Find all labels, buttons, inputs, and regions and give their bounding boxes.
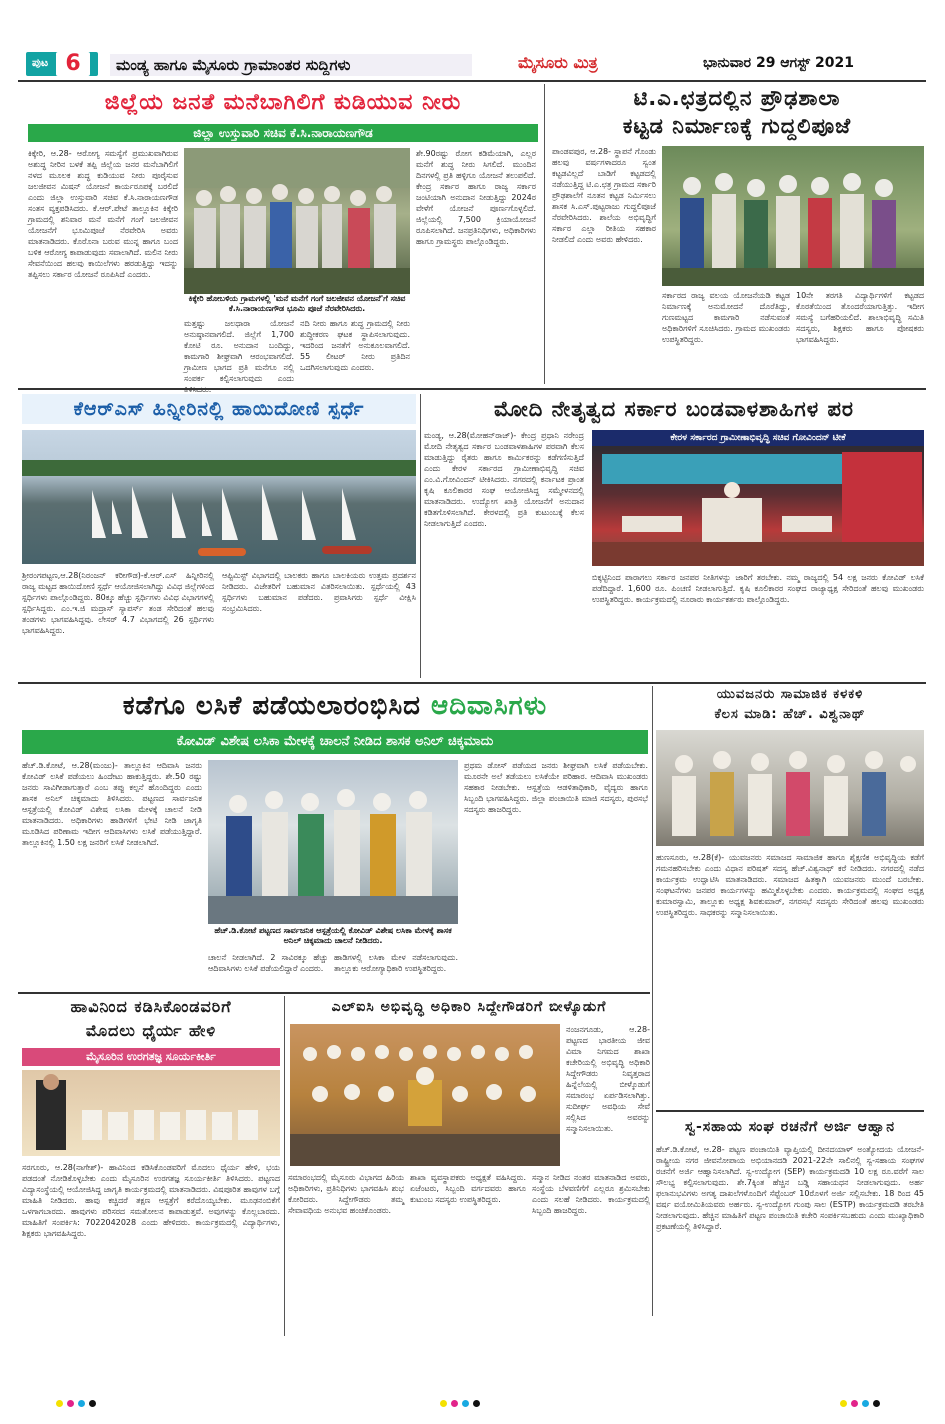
article-drinking-water xyxy=(22,84,540,384)
article-sailing-race xyxy=(22,394,416,678)
column-divider xyxy=(544,84,545,384)
headline: ಎಲ್‌ಐಸಿ ಅಭಿವೃದ್ಧಿ ಅಧಿಕಾರಿ ಸಿದ್ದೇಗೌಡರಿಗೆ ಬೀಳ್ಕೊಡುಗೆ xyxy=(331,999,607,1015)
headline: ಕೆಆರ್‌ಎಸ್ ಹಿನ್ನೀರಿನಲ್ಲಿ ಹಾಯಿದೋಣಿ ಸ್ಪರ್ಧೆ xyxy=(22,394,416,424)
headline-line1: ಹಾವಿನಿಂದ ಕಡಿಸಿಕೊಂಡವರಿಗೆ xyxy=(70,997,232,1016)
article-snake-bite xyxy=(22,996,280,1336)
newspaper-page xyxy=(18,44,926,1404)
header-rule xyxy=(18,80,926,82)
sailboats-illustration xyxy=(22,430,416,564)
photo-caption-banner: ಕೇರಳ ಸರ್ಕಾರದ ಗ್ರಾಮೀಣಾಭಿವೃದ್ಧಿ ಸಚಿವ ಗೋವಿಂದನ್ ಟೀಕೆ xyxy=(592,430,924,446)
article-youth-social-work xyxy=(656,686,924,1106)
article-self-help-groups xyxy=(656,1114,924,1336)
article-body-col3: ನದಿ ನೀರು ಹಾಗೂ ಶುದ್ಧ ಗ್ರಾಮದಲ್ಲಿ ನೀರು ಶುದ್ಧೀಕರಣ ಘಟಕ ಸ್ಥಾಪಿಸಲಾಗುವುದು. ಇದರಿಂದ ಜನತೆಗೆ ಅನುಕೂಲವಾಗಲಿದೆ. 55 ಲೀಟರ್ ನೀರು ಪ್ರತಿದಿನ ಒದಗಿಸಲಾಗುವುದು ಎಂದರು. xyxy=(300,319,410,372)
article-body-col2: ಸರ್ಕಾರದ ರಾಜ್ಯ ವಲಯ ಯೋಜನೆಯಡಿ ಕಟ್ಟಡ ನಿರ್ಮಾಣಕ್ಕೆ ಅನುಮೋದನೆ ದೊರೆತಿದ್ದು, ಗುಣಮಟ್ಟದ ಕಾಮಗಾರಿ ನಡೆಸುವಂತೆ ಅಧಿಕಾರಿಗಳಿಗೆ ಸೂಚಿಸಿದರು. ಗ್ರಾಮದ ಮುಖಂಡರು ಉಪಸ್ಥಿತರಿದ್ದರು. xyxy=(662,291,790,344)
article-body-col1: ಪಾಂಡವಪುರ, ಆ.28- ಸ್ಥಾಪನೆ ಗೊಂಡು ಹಲವು ವರ್ಷಗಳಾದರೂ ಸ್ವಂತ ಕಟ್ಟಡವಿಲ್ಲದೆ ಬಾಡಿಗೆ ಕಟ್ಟಡದಲ್ಲಿ ನಡೆಯುತ್ತಿದ್ದ ಟಿ.ಎ.ಛತ್ರ ಗ್ರಾಮದ ಸರ್ಕಾರಿ ಪ್ರೌಢಶಾಲೆಗೆ ನೂತನ ಕಟ್ಟಡ ನಿರ್ಮಿಸಲು ಶಾಸಕ ಸಿ.ಎಸ್.ಪುಟ್ಟರಾಜು ಗುದ್ದಲಿಪೂಜೆ ನೆರವೇರಿಸಿದರು. ಶಾಲೆಯ ಅಭಿವೃದ್ಧಿಗೆ ಸರ್ಕಾರ ಎಲ್ಲಾ ರೀತಿಯ ಸಹಕಾರ ನೀಡಲಿದೆ ಎಂದು ಅವರು ಹೇಳಿದರು. xyxy=(552,147,656,244)
headline: ಮೋದಿ ನೇತೃತ್ವದ ಸರ್ಕಾರ ಬಂಡವಾಳಶಾಹಿಗಳ ಪರ xyxy=(493,397,855,421)
article-body-col2: ಸಮಾರಂಭದಲ್ಲಿ ಮೈಸೂರು ವಿಭಾಗದ ಹಿರಿಯ ಅಧಿಕಾರಿಗಳು, ಪ್ರತಿನಿಧಿಗಳು ಭಾಗವಹಿಸಿ ಶುಭ ಕೋರಿದರು. ಸಿದ್ದೇಗೌಡರು ತಮ್ಮ ಸೇವಾವಧಿಯ ಅನುಭವ ಹಂಚಿಕೊಂಡರು. xyxy=(288,1173,404,1215)
seminar-photo-illustration xyxy=(22,1070,280,1156)
section-divider xyxy=(18,682,926,684)
article-modi-government xyxy=(424,394,924,678)
color-marks-left xyxy=(56,1400,96,1407)
headline-line1: ಟಿ.ಎ.ಛತ್ರದಲ್ಲಿನ ಪ್ರೌಢಶಾಲಾ xyxy=(633,86,841,110)
column-divider xyxy=(652,686,653,1316)
article-body-col3: ಹಾಡಿಗಳಲ್ಲಿ ಲಸಿಕಾ ಮೇಳ ನಡೆಸಲಾಗುವುದು. ತಾಲ್ಲೂಕು ಆರೋಗ್ಯಾಧಿಕಾರಿ ಉಪಸ್ಥಿತರಿದ್ದರು. xyxy=(334,953,458,973)
conference-stage-illustration xyxy=(592,446,924,566)
article-body-col4: ಸನ್ಮಾನ ನೀಡಿದ ನಂತರ ಮಾತನಾಡಿದ ಅವರು, ಸಂಸ್ಥೆಯ ಬೆಳವಣಿಗೆಗೆ ಎಲ್ಲರೂ ಶ್ರಮಿಸಬೇಕು ಎಂದು ಸಲಹೆ ನೀಡಿದರು. ಕಾರ್ಯಕ್ರಮದಲ್ಲಿ ಸಿಬ್ಬಂದಿ ಹಾಜರಿದ್ದರು. xyxy=(532,1173,650,1215)
print-registration-marks xyxy=(0,1400,945,1410)
color-marks-center xyxy=(440,1400,480,1407)
photo-caption: ಕಿಕ್ಕೇರಿ ಹೋಬಳಿಯ ಗ್ರಾಮಗಳಲ್ಲಿ 'ಮನೆ ಮನೆಗೆ ಗಂಗೆ ಜಲಜೀವನ ಯೋಜನೆ'ಗೆ ಸಚಿವ ಕೆ.ಸಿ.ನಾರಾಯಣಗೌಡ ಭೂಮಿ ಪೂಜೆ ನೆರವೇರಿಸಿದರು. xyxy=(184,294,410,314)
article-school-building xyxy=(548,84,924,384)
article-body-col4: ಪ್ರಥಮ ಡೋಸ್ ಪಡೆಯದ ಜನರು ಶೀಘ್ರವಾಗಿ ಲಸಿಕೆ ಪಡೆಯಬೇಕು. ಮೂರನೇ ಅಲೆ ತಡೆಯಲು ಲಸಿಕೆಯೇ ಪರಿಹಾರ. ಆದಿವಾಸಿ ಮುಖಂಡರು ಸಹಕಾರ ನೀಡಬೇಕು. ಆಸ್ಪತ್ರೆಯ ಆಡಳಿತಾಧಿಕಾರಿ, ವೈದ್ಯರು ಹಾಗೂ ಸಿಬ್ಬಂದಿ ಭಾಗವಹಿಸಿದ್ದರು. ಜಿಲ್ಲಾ ಪಂಚಾಯಿತಿ ಮಾಜಿ ಸದಸ್ಯರು, ಪುರಸಭೆ ಸದಸ್ಯರು ಹಾಜರಿದ್ದರು. xyxy=(464,761,648,814)
article-body: ಸರಗೂರು, ಆ.28(ನಾಗೇಶ್)- ಹಾವಿನಿಂದ ಕಡಿಸಿಕೊಂಡವರಿಗೆ ಮೊದಲು ಧೈರ್ಯ ಹೇಳಿ, ಭಯ ಪಡದಂತೆ ನೋಡಿಕೊಳ್ಳಬೇಕು ಎಂದು ಮೈಸೂರಿನ ಉರಗತಜ್ಞ ಸೂರ್ಯಕೀರ್ತಿ ತಿಳಿಸಿದರು. ಪಟ್ಟಣದ ವಿದ್ಯಾಸಂಸ್ಥೆಯಲ್ಲಿ ಆಯೋಜಿಸಿದ್ದ ಜಾಗೃತಿ ಕಾರ್ಯಕ್ರಮದಲ್ಲಿ ಮಾತನಾಡಿದರು. ವಿಷಪೂರಿತ ಹಾವುಗಳ ಬಗ್ಗೆ ಮಾಹಿತಿ ನೀಡಿದರು. ಹಾವು ಕಚ್ಚಿದರೆ ತಕ್ಷಣ ಆಸ್ಪತ್ರೆಗೆ ಕರೆದೊಯ್ಯಬೇಕು. ಮೂಢನಂಬಿಕೆಗೆ ಒಳಗಾಗಬಾರದು. ಹಾವುಗಳು ಪರಿಸರದ ಸಮತೋಲನ ಕಾಪಾಡುತ್ತವೆ. ಅವುಗಳನ್ನು ಕೊಲ್ಲಬಾರದು. ಮಾಹಿತಿಗೆ ಸಂಪರ್ಕಿಸಿ: 7022042028 ಎಂದು ಹೇಳಿದರು. ಕಾರ್ಯಕ್ರಮದಲ್ಲಿ ವಿದ್ಯಾರ್ಥಿಗಳು, ಶಿಕ್ಷಕರು ಭಾಗವಹಿಸಿದ್ದರು. xyxy=(22,1163,280,1238)
section-divider xyxy=(656,1110,924,1112)
group-photo-illustration xyxy=(184,148,410,294)
headline xyxy=(22,686,648,726)
ceremony-photo-illustration xyxy=(662,146,924,286)
subheadline: ಜಿಲ್ಲಾ ಉಸ್ತುವಾರಿ ಸಚಿವ ಕೆ.ಸಿ.ನಾರಾಯಣಗೌಡ xyxy=(28,124,538,142)
page-number-badge xyxy=(26,52,98,76)
article-lic-farewell xyxy=(288,996,650,1336)
news-photo xyxy=(656,730,924,846)
news-photo xyxy=(290,1024,560,1166)
news-photo xyxy=(22,1070,280,1156)
photo-caption: ಹೆಚ್.ಡಿ.ಕೋಟೆ ಪಟ್ಟಣದ ಸಾರ್ವಜನಿಕ ಆಸ್ಪತ್ರೆಯಲ್ಲಿ ಕೋವಿಡ್ ವಿಶೇಷ ಲಸಿಕಾ ಮೇಳಕ್ಕೆ ಶಾಸಕ ಅನಿಲ್ ಚಿಕ್ಕಮಾದು ಚಾಲನೆ ನೀಡಿದರು. xyxy=(208,926,458,948)
vaccination-photo-illustration xyxy=(208,760,458,924)
article-body-col2: ಚಾಲನೆ ನೀಡಲಾಗಿದೆ. 2 ಸಾವಿರಕ್ಕೂ ಹೆಚ್ಚು ಆದಿವಾಸಿಗಳು ಲಸಿಕೆ ಪಡೆಯಲಿದ್ದಾರೆ ಎಂದರು. xyxy=(208,953,328,973)
article-body: ಹೆಚ್.ಡಿ.ಕೋಟೆ, ಆ.28- ಪಟ್ಟಣ ಪಂಚಾಯಿತಿ ವ್ಯಾಪ್ತಿಯಲ್ಲಿ ದೀನದಯಾಳ್ ಅಂತ್ಯೋದಯ ಯೋಜನೆ-ರಾಷ್ಟ್ರೀಯ ನಗರ ಜೀವನೋಪಾಯ ಅಭಿಯಾನದಡಿ 2021-22ನೇ ಸಾಲಿನಲ್ಲಿ ಸ್ವ-ಸಹಾಯ ಸಂಘಗಳ ರಚನೆಗೆ ಅರ್ಜಿ ಆಹ್ವಾನಿಸಲಾಗಿದೆ. ಸ್ವ-ಉದ್ಯೋಗ (SEP) ಕಾರ್ಯಕ್ರಮದಡಿ 10 ಲಕ್ಷ ರೂ.ವರೆಗೆ ಸಾಲ ಸೌಲಭ್ಯ ಕಲ್ಪಿಸಲಾಗುವುದು. ಶೇ.7ಕ್ಕಿಂತ ಹೆಚ್ಚಿನ ಬಡ್ಡಿ ಸಹಾಯಧನ ನೀಡಲಾಗುವುದು. ಅರ್ಹ ಫಲಾನುಭವಿಗಳು ಅಗತ್ಯ ದಾಖಲೆಗಳೊಂದಿಗೆ ಸೆಪ್ಟೆಂಬರ್ 10ರೊಳಗೆ ಅರ್ಜಿ ಸಲ್ಲಿಸಬೇಕು. 18 ರಿಂದ 45 ವರ್ಷ ವಯೋಮಿತಿಯವರು ಅರ್ಹರು. ಸ್ವ-ಉದ್ಯೋಗ ಗುಂಪು ಸಾಲ (ESTP) ಕಾರ್ಯಕ್ರಮದಡಿ ತರಬೇತಿ ನೀಡಲಾಗುವುದು. ಹೆಚ್ಚಿನ ಮಾಹಿತಿಗೆ ಪಟ್ಟಣ ಪಂಚಾಯಿತಿ ಕಚೇರಿ ಸಂಪರ್ಕಿಸಬಹುದು ಎಂದು ಮುಖ್ಯಾಧಿಕಾರಿ ಪ್ರಕಟಣೆಯಲ್ಲಿ ತಿಳಿಸಿದ್ದಾರೆ. xyxy=(656,1145,924,1231)
color-marks-right xyxy=(840,1400,880,1407)
subheadline: ಕೋವಿಡ್ ವಿಶೇಷ ಲಸಿಕಾ ಮೇಳಕ್ಕೆ ಚಾಲನೆ ನೀಡಿದ ಶಾಸಕ ಅನಿಲ್ ಚಿಕ್ಕಮಾದು xyxy=(22,730,648,754)
article-body-col1: ಮಂಡ್ಯ, ಆ.28(ಮೋಹನ್‌ರಾಜ್)- ಕೇಂದ್ರ ಪ್ರಧಾನಿ ನರೇಂದ್ರ ಮೋದಿ ನೇತೃತ್ವದ ಸರ್ಕಾರ ಬಂಡವಾಳಶಾಹಿಗಳ ಪರವಾಗಿ ಕೆಲಸ ಮಾಡುತ್ತಿದ್ದು ರೈತರು ಹಾಗೂ ಕಾರ್ಮಿಕರನ್ನು ಕಡೆಗಣಿಸುತ್ತಿದೆ ಎಂದು ಕೇರಳ ಸರ್ಕಾರದ ಗ್ರಾಮೀಣಾಭಿವೃದ್ಧಿ ಸಚಿವ ಎಂ.ವಿ.ಗೋವಿಂದನ್ ಟೀಕಿಸಿದರು. ನಗರದಲ್ಲಿ ಕರ್ನಾಟಕ ಪ್ರಾಂತ ಕೃಷಿ ಕೂಲಿಕಾರರ ಸಂಘ ಆಯೋಜಿಸಿದ್ದ ಸಮ್ಮೇಳನದಲ್ಲಿ ಮಾತನಾಡಿದರು. ಉದ್ಯೋಗ ಖಾತ್ರಿ ಯೋಜನೆಗೆ ಅನುದಾನ ಕಡಿತಗೊಳಿಸಲಾಗಿದೆ. ಕೇರಳದಲ್ಲಿ ಪ್ರತಿ ಕುಟುಂಬಕ್ಕೆ ಕೆಲಸ ನೀಡಲಾಗುತ್ತಿದೆ ಎಂದರು. xyxy=(424,431,584,528)
headline-line2: ಕಟ್ಟಡ ನಿರ್ಮಾಣಕ್ಕೆ ಗುದ್ದಲಿಪೂಜೆ xyxy=(622,114,852,138)
article-body-col2: ಆಪ್ಟಿಮಿಸ್ಟ್ ವಿಭಾಗದಲ್ಲಿ ಬಾಲಕರು ಹಾಗೂ ಬಾಲಕಿಯರು ಉತ್ತಮ ಪ್ರದರ್ಶನ ನೀಡಿದರು. ವಿಜೇತರಿಗೆ ಬಹುಮಾನ ವಿತರಿಸಲಾಯಿತು. ಸ್ಪರ್ಧೆಯಲ್ಲಿ 43 ಸ್ಪರ್ಧಿಗಳು ಬಹುಮಾನ ಪಡೆದರು. ಪ್ರವಾಸಿಗರು ಸ್ಪರ್ಧೆ ವೀಕ್ಷಿಸಿ ಸಂಭ್ರಮಿಸಿದರು. xyxy=(222,571,416,613)
section-divider xyxy=(18,388,926,390)
headline-line2: ಕೆಲಸ ಮಾಡಿ: ಹೆಚ್. ವಿಶ್ವನಾಥ್ xyxy=(714,707,866,722)
article-body-col3: 10ನೇ ತರಗತಿ ವಿದ್ಯಾರ್ಥಿಗಳಿಗೆ ಕಟ್ಟಡದ ಕೊರತೆಯಿಂದ ತೊಂದರೆಯಾಗುತ್ತಿತ್ತು. ಇದೀಗ ಸಮಸ್ಯೆ ಬಗೆಹರಿಯಲಿದೆ. ಶಾಲಾಭಿವೃದ್ಧಿ ಸಮಿತಿ ಸದಸ್ಯರು, ಶಿಕ್ಷಕರು ಹಾಗೂ ಪೋಷಕರು ಭಾಗವಹಿಸಿದ್ದರು. xyxy=(796,291,924,344)
article-body-col4: ಶೇ.90ರಷ್ಟು ರೋಗ ಕಡಿಮೆಯಾಗಿ, ಎಲ್ಲರ ಮನೆಗೆ ಶುದ್ಧ ನೀರು ಸಿಗಲಿದೆ. ಮುಂದಿನ ದಿನಗಳಲ್ಲಿ ಪ್ರತಿ ಹಳ್ಳಿಗೂ ಯೋಜನೆ ತಲುಪಲಿದೆ. ಕೇಂದ್ರ ಸರ್ಕಾರ ಹಾಗೂ ರಾಜ್ಯ ಸರ್ಕಾರ ಜಂಟಿಯಾಗಿ ಅನುದಾನ ನೀಡುತ್ತಿದ್ದು 2024ರ ವೇಳೆಗೆ ಯೋಜನೆ ಪೂರ್ಣಗೊಳ್ಳಲಿದೆ. ಜಿಲ್ಲೆಯಲ್ಲಿ 7,500 ಕ್ರಿಯಾಯೋಜನೆ ರೂಪಿಸಲಾಗಿದೆ. ಜನಪ್ರತಿನಿಧಿಗಳು, ಅಧಿಕಾರಿಗಳು ಹಾಗೂ ಗ್ರಾಮಸ್ಥರು ಪಾಲ್ಗೊಂಡಿದ್ದರು. xyxy=(416,149,536,246)
article-body-col2: ಬಿಕ್ಕಟ್ಟಿನಿಂದ ಪಾರಾಗಲು ಸರ್ಕಾರ ಜನಪರ ನೀತಿಗಳನ್ನು ಜಾರಿಗೆ ತರಬೇಕು. ನಮ್ಮ ರಾಜ್ಯದಲ್ಲಿ 54 ಲಕ್ಷ ಜನರು ಕೋವಿಡ್ ಲಸಿಕೆ ಪಡೆದಿದ್ದಾರೆ. 1,600 ರೂ. ಪಿಂಚಣಿ ನೀಡಲಾಗುತ್ತಿದೆ. ಕೃಷಿ ಕೂಲಿಕಾರರ ಸಂಘದ ರಾಜ್ಯಾಧ್ಯಕ್ಷ ಸೇರಿದಂತೆ ಹಲವು ಮುಖಂಡರು ಉಪಸ್ಥಿತರಿದ್ದರು. ಕಾರ್ಯಕ್ರಮದಲ್ಲಿ ನೂರಾರು ಕಾರ್ಯಕರ್ತರು ಪಾಲ್ಗೊಂಡಿದ್ದರು. xyxy=(592,573,924,604)
newspaper-name: ಮೈಸೂರು ಮಿತ್ರ xyxy=(518,53,598,72)
article-tribal-vaccination xyxy=(22,686,648,988)
page-header xyxy=(18,44,926,82)
subheadline: ಮೈಸೂರಿನ ಉರಗತಜ್ಞ ಸೂರ್ಯಕೀರ್ತಿ xyxy=(22,1048,280,1066)
page-number: 6 xyxy=(56,52,90,76)
farewell-group-photo-illustration xyxy=(290,1024,560,1166)
article-body-col2: ಮತ್ತಷ್ಟು ಜಲಧಾರಾ ಯೋಜನೆ ಅನುಷ್ಠಾನವಾಗಲಿದೆ. ಜಿಲ್ಲೆಗೆ 1,700 ಕೋಟಿ ರೂ. ಅನುದಾನ ಬಂದಿದ್ದು, ಕಾಮಗಾರಿ ಶೀಘ್ರವಾಗಿ ಆರಂಭವಾಗಲಿದೆ. ಗ್ರಾಮೀಣ ಭಾಗದ ಪ್ರತಿ ಮನೆಗೂ ನಲ್ಲಿ ಸಂಪರ್ಕ ಕಲ್ಪಿಸಲಾಗುವುದು ಎಂದು xyxy=(184,319,294,383)
headline-black-part: ಕಡೆಗೂ ಲಸಿಕೆ ಪಡೆಯಲಾರಂಭಿಸಿದ xyxy=(122,691,432,721)
headline-line1: ಯುವಜನರು ಸಾಮಾಜಿಕ ಕಳಕಳಿ xyxy=(716,687,864,702)
article-body-col1: ಕಿಕ್ಕೇರಿ, ಆ.28- ಆರೋಗ್ಯ ಸಮಸ್ಯೆಗೆ ಪ್ರಮುಖವಾಗಿರುವ ಅಶುದ್ಧ ನೀರಿನ ಬಳಕೆ ತಪ್ಪಿ ಜಿಲ್ಲೆಯ ಜನರ ಮನೆಬಾಗಿಲಿಗೆ ನಳದ ಮೂಲಕ ಶುದ್ಧ ಕುಡಿಯುವ ನೀರು ಪೂರೈಸುವ ಜಲಜೀವನ ಮಿಷನ್ ಯೋಜನೆ ಕಾರ್ಯರೂಪಕ್ಕೆ ಬರಲಿದೆ ಎಂದು ಜಿಲ್ಲಾ ಉಸ್ತುವಾರಿ ಸಚಿವ ಕೆ.ಸಿ.ನಾರಾಯಣಗೌಡ ಸಂತಸ ವ್ಯಕ್ತಪಡಿಸಿದರು. ಕೆ.ಆರ್.ಪೇಟೆ ತಾಲ್ಲೂಕಿನ ಕಿಕ್ಕೇರಿ ಗ್ರಾಮದಲ್ಲಿ ಶನಿವಾರ ಮನೆ ಮನೆಗೆ ಗಂಗೆ ಜಲಜೀವನ ಯೋಜನೆಗೆ ಭೂಮಿಪೂಜೆ ನೆರವೇರಿಸಿ ಅವರು ಮಾತನಾಡಿದರು. ಕೊರೊನಾ ಬರುವ ಮುನ್ನ ಹಾಗೂ ಬಂದ ಬಳಿಕ ಆರೋಗ್ಯ ಕಾಪಾಡುವುದು ಸವಾಲಾಗಿದೆ. ಮಲಿನ ನೀರು ಸೇವನೆಯಿಂದ ಹಲವು ಕಾಯಿಲೆಗಳು ಹರಡುತ್ತಿದ್ದು ಇದನ್ನು ತಪ್ಪಿಸಲು ಸರ್ಕಾರ ಯೋಜನೆ ರೂಪಿಸಿದೆ ಎಂದರು. xyxy=(28,149,178,279)
article-body-col1: ಶ್ರೀರಂಗಪಟ್ಟಣ,ಆ.28(ನಿರಂಜನ್ ಕರೀಗೌಡ)-ಕೆ.ಆರ್.ಎಸ್ ಹಿನ್ನೀರಿನಲ್ಲಿ ರಾಜ್ಯ ಮಟ್ಟದ ಹಾಯಿದೋಣಿ ಸ್ಪರ್ಧೆ ಆಯೋಜಿಸಲಾಗಿದ್ದು ವಿವಿಧ ಜಿಲ್ಲೆಗಳಿಂದ ಸ್ಪರ್ಧಿಗಳು ಪಾಲ್ಗೊಂಡಿದ್ದರು. 80ಕ್ಕೂ ಹೆಚ್ಚು ಸ್ಪರ್ಧಿಗಳು ವಿವಿಧ ವಿಭಾಗಗಳಲ್ಲಿ ಸ್ಪರ್ಧಿಸಿದ್ದರು. ಎಂ.ಇ.ಜಿ ಮದ್ರಾಸ್ ಸ್ಯಾಪರ್ಸ್ ತಂಡ ಸೇರಿದಂತೆ ಹಲವು ತಂಡಗಳು ಭಾಗವಹಿಸಿದ್ದವು. ಲೇಸರ್ 4.7 ವಿಭಾಗದಲ್ಲಿ 26 ಸ್ಪರ್ಧಿಗಳು ಭಾಗವಹಿಸಿದ್ದರು. xyxy=(22,571,214,635)
headline-line2: ಮೊದಲು ಧೈರ್ಯ ಹೇಳಿ xyxy=(85,1021,217,1040)
section-title: ಮಂಡ್ಯ ಹಾಗೂ ಮೈಸೂರು ಗ್ರಾಮಾಂತರ ಸುದ್ದಿಗಳು xyxy=(110,54,472,76)
column-divider xyxy=(420,394,421,678)
article-body-col1: ನಂಜನಗೂಡು, ಆ.28- ಪಟ್ಟಣದ ಭಾರತೀಯ ಜೀವ ವಿಮಾ ನಿಗಮದ ಶಾಖಾ ಕಚೇರಿಯಲ್ಲಿ ಅಭಿವೃದ್ಧಿ ಅಧಿಕಾರಿ ಸಿದ್ದೇಗೌಡರು ನಿವೃತ್ತರಾದ ಹಿನ್ನೆಲೆಯಲ್ಲಿ ಬೀಳ್ಕೊಡುಗೆ ಸಮಾರಂಭ ಏರ್ಪಡಿಸಲಾಗಿತ್ತು. ಸುದೀರ್ಘ ಅವಧಿಯ ಸೇವೆ ಸಲ್ಲಿಸಿದ ಅವರನ್ನು ಸನ್ಮಾನಿಸಲಾಯಿತು. xyxy=(566,1025,650,1133)
headline: ಸ್ವ-ಸಹಾಯ ಸಂಘ ರಚನೆಗೆ ಅರ್ಜಿ ಆಹ್ವಾನ xyxy=(685,1119,895,1135)
page-label: ಪುಟ xyxy=(32,56,49,69)
felicitation-photo-illustration xyxy=(656,730,924,846)
article-body-col3: ಶಾಖಾ ವ್ಯವಸ್ಥಾಪಕರು ಅಧ್ಯಕ್ಷತೆ ವಹಿಸಿದ್ದರು. ಏಜೆಂಟರು, ಸಿಬ್ಬಂದಿ ವರ್ಗದವರು ಹಾಗೂ ಕುಟುಂಬ ಸದಸ್ಯರು ಉಪಸ್ಥಿತರಿದ್ದರು. xyxy=(410,1173,526,1204)
column-divider xyxy=(284,996,285,1336)
news-photo xyxy=(22,430,416,564)
headline: ಜಿಲ್ಲೆಯ ಜನತೆ ಮನೆಬಾಗಿಲಿಗೆ ಕುಡಿಯುವ ನೀರು xyxy=(104,90,462,115)
issue-date: ಭಾನುವಾರ 29 ಆಗಸ್ಟ್ 2021 xyxy=(703,55,854,71)
news-photo xyxy=(662,146,924,286)
news-photo xyxy=(208,760,458,924)
article-body-col1: ಹೆಚ್.ಡಿ.ಕೋಟೆ, ಆ.28(ಮಂಜು)- ತಾಲ್ಲೂಕಿನ ಆದಿವಾಸಿ ಜನರು ಕೋವಿಡ್ ಲಸಿಕೆ ಪಡೆಯಲು ಹಿಂದೇಟು ಹಾಕುತ್ತಿದ್ದರು. ಶೇ.50 ರಷ್ಟು ಜನರು ಸಾವಿಗೀಡಾಗುತ್ತಾರೆ ಎಂಬ ತಪ್ಪು ಕಲ್ಪನೆ ಹೊಂದಿದ್ದರು ಎಂದು ಶಾಸಕ ಅನಿಲ್ ಚಿಕ್ಕಮಾದು ತಿಳಿಸಿದರು. ಪಟ್ಟಣದ ಸಾರ್ವಜನಿಕ ಆಸ್ಪತ್ರೆಯಲ್ಲಿ ಕೋವಿಡ್ ವಿಶೇಷ ಲಸಿಕಾ ಮೇಳಕ್ಕೆ ಚಾಲನೆ ನೀಡಿ ಮಾತನಾಡಿದರು. ಅಧಿಕಾರಿಗಳು ಹಾಡಿಗಳಿಗೆ ಭೇಟಿ ನೀಡಿ ಜಾಗೃತಿ ಮೂಡಿಸಿದ ಪರಿಣಾಮ ಇದೀಗ ಆದಿವಾಸಿಗಳು ಲಸಿಕೆ ಪಡೆಯುತ್ತಿದ್ದಾರೆ. ತಾಲ್ಲೂಕಿನಲ್ಲಿ 1.50 ಲಕ್ಷ ಜನರಿಗೆ ಲಸಿಕೆ ನೀಡಲಾಗಿದೆ. xyxy=(22,761,202,847)
news-photo xyxy=(184,148,410,294)
news-photo xyxy=(592,446,924,566)
section-divider xyxy=(18,992,650,994)
article-body: ಹುಣಸೂರು, ಆ.28(ಕೆ)- ಯುವಜನರು ಸಮಾಜದ ಸಾಮಾಜಿಕ ಹಾಗೂ ಶೈಕ್ಷಣಿಕ ಅಭಿವೃದ್ಧಿಯ ಕಡೆಗೆ ಗಮನಹರಿಸಬೇಕು ಎಂದು ವಿಧಾನ ಪರಿಷತ್ ಸದಸ್ಯ ಹೆಚ್.ವಿಶ್ವನಾಥ್ ಕರೆ ನೀಡಿದರು. ನಗರದಲ್ಲಿ ನಡೆದ ಕಾರ್ಯಕ್ರಮ ಉದ್ಘಾಟಿಸಿ ಮಾತನಾಡಿದರು. ಸಮಾಜದ ಹಿತಕ್ಕಾಗಿ ಯುವಜನರು ಮುಂದೆ ಬರಬೇಕು. ಸಂಘಟನೆಗಳು ಜನಪರ ಕಾರ್ಯಗಳನ್ನು ಹಮ್ಮಿಕೊಳ್ಳಬೇಕು ಎಂದರು. ಕಾರ್ಯಕ್ರಮದಲ್ಲಿ ಸಂಘದ ಅಧ್ಯಕ್ಷ ಕುಮಾರಸ್ವಾಮಿ, ತಾಲ್ಲೂಕು ಅಧ್ಯಕ್ಷ ಶಿವಕುಮಾರ್, ನಗರಸಭೆ ಸದಸ್ಯರು ಸೇರಿದಂತೆ ಹಲವು ಮುಖಂಡರು ಉಪಸ್ಥಿತರಿದ್ದರು. ಸಾಧಕರನ್ನು ಸನ್ಮಾನಿಸಲಾಯಿತು. xyxy=(656,853,924,917)
headline-green-part: ಆದಿವಾಸಿಗಳು xyxy=(431,691,548,721)
